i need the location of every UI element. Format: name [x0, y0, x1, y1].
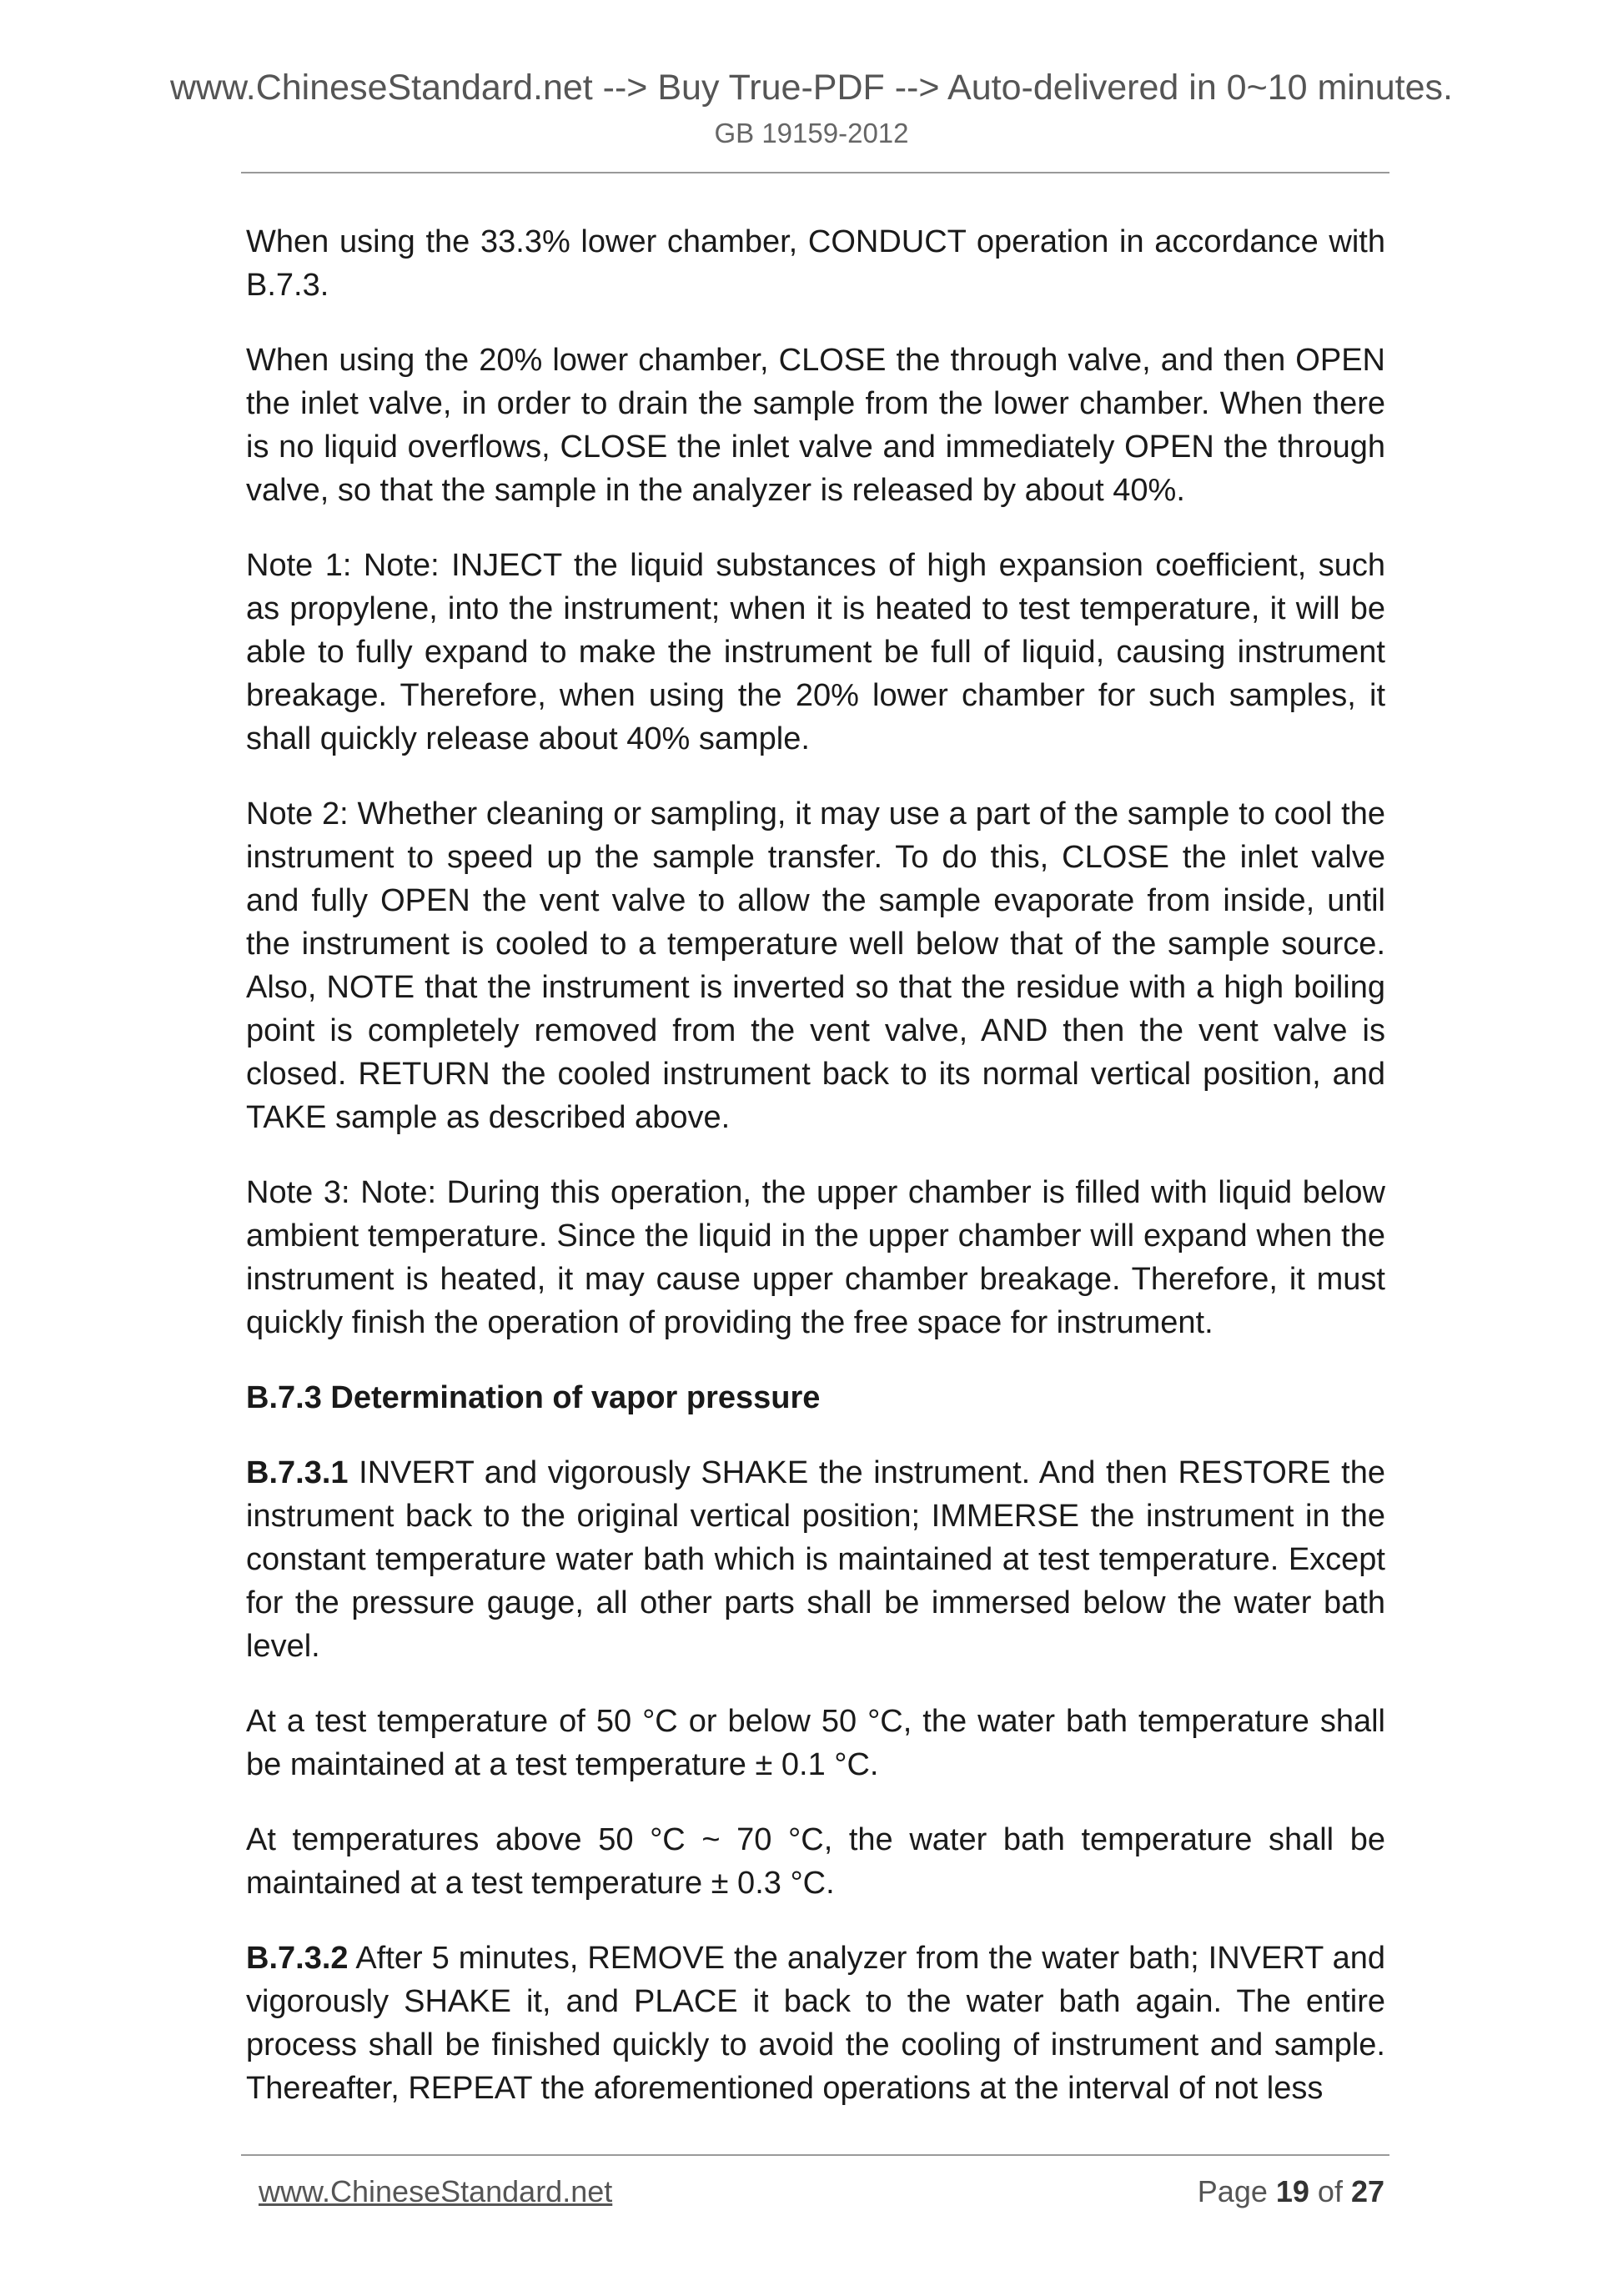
page-total: 27 [1350, 2174, 1384, 2208]
paragraph-temp-70: At temperatures above 50 °C ~ 70 °C, the water bath temperature shall be maintained at a test temperature ± 0.3 °C. [246, 1822, 1385, 1901]
footer-divider [241, 2154, 1389, 2156]
page-current: 19 [1275, 2174, 1309, 2208]
clause-b7331-number: B.7.3.1 [246, 1455, 349, 1490]
paragraph-temp-50: At a test temperature of 50 °C or below 50 °C, the water bath temperature shall be maintained at a test temperature ± 0.1 °C. [246, 1704, 1385, 1782]
clause-b7332-number: B.7.3.2 [246, 1941, 349, 1976]
note-2: Note 2: Whether cleaning or sampling, it may use a part of the sample to cool the instrument to speed up the sample transfer. To do this, CLOSE the inlet valve and fully OPEN the vent valve to allow the sample evaporate from inside, until the instrument is cooled to a temperature well below that of the sample source. Also, NOTE that the instrument is inverted so that the residue with a high boiling point is completely removed from the vent valve, AND then the vent valve is closed. RETURN the cooled instrument back to its normal vertical position, and TAKE sample as described above. [246, 796, 1385, 1135]
paragraph-20-percent-chamber: When using the 20% lower chamber, CLOSE the through valve, and then OPEN the inlet valve, in order to drain the sample from the lower chamber. When there is no liquid overflows, CLOSE the inlet valve and immediately OPEN the through valve, so that the sample in the analyzer is released by about 40%. [246, 343, 1385, 508]
section-heading-b73: B.7.3 Determination of vapor pressure [246, 1380, 821, 1415]
note-1: Note 1: Note: INJECT the liquid substances of high expansion coefficient, such as propylene, into the instrument; when it is heated to test temperature, it will be able to fully expand to make the instrument be full of liquid, causing instrument breakage. Therefore, when using the 20% lower chamber for such samples, it shall quickly release about 40% sample. [246, 548, 1385, 756]
clause-b7332-text: After 5 minutes, REMOVE the analyzer from the water bath; INVERT and vigorously SHAKE it, and PLACE it back to the water bath again. The entire process shall be finished quickly to avoid the cooling of instrument and sample. Thereafter, REPEAT the aforementioned operations at the interval of not less [246, 1941, 1385, 2106]
standard-number: GB 19159-2012 [714, 118, 909, 148]
header-banner: www.ChineseStandard.net --> Buy True-PDF --> Auto-delivered in 0~10 minutes. [169, 68, 1453, 108]
page-header [0, 65, 1623, 152]
page-number [1198, 2172, 1384, 2212]
note-3: Note 3: Note: During this operation, the upper chamber is filled with liquid below ambient temperature. Since the liquid in the upper chamber will expand when the instrument is heated, it may cause upper chamber breakage. Therefore, it must quickly finish the operation of providing the free space for instrument. [246, 1175, 1385, 1340]
clause-b7331-text: INVERT and vigorously SHAKE the instrument. And then RESTORE the instrument back to the original vertical position; IMMERSE the instrument in the constant temperature water bath which is maintained at test temperature. Except for the pressure gauge, all other parts shall be immersed below the water bath level. [246, 1455, 1385, 1664]
page-of: of [1309, 2174, 1351, 2208]
page-word: Page [1197, 2174, 1276, 2208]
paragraph-33-percent-chamber: When using the 33.3% lower chamber, CONDUCT operation in accordance with B.7.3. [246, 224, 1385, 303]
document-body [246, 220, 1385, 2142]
clause-b7332 [246, 1937, 1385, 2110]
header-divider [241, 172, 1389, 173]
clause-b7331 [246, 1451, 1385, 1668]
footer-site-link[interactable]: www.ChineseStandard.net [259, 2174, 613, 2208]
